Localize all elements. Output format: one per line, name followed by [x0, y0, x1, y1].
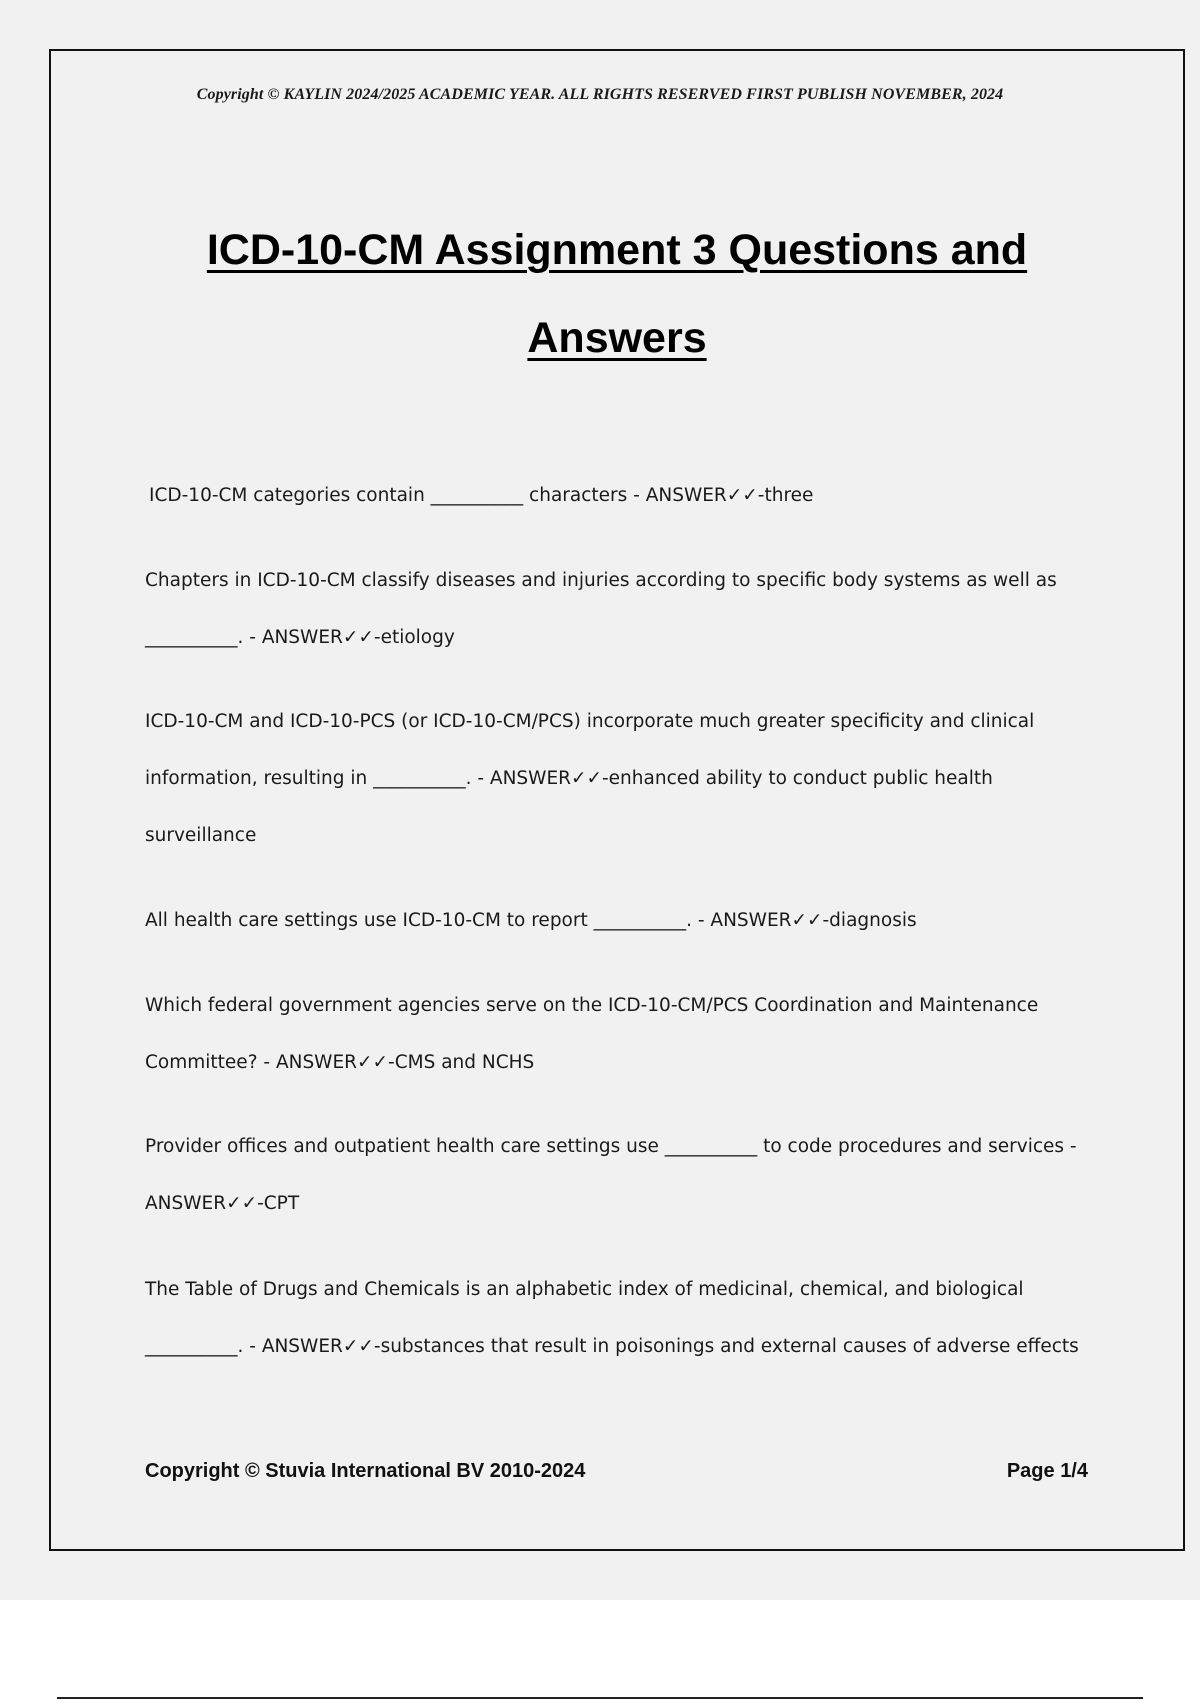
qa-item-2: Chapters in ICD-10-CM classify diseases and injuries according to specific body systems as well as __________. - ANSWER✓✓-etiology — [145, 570, 1057, 648]
page-title — [50, 206, 1184, 382]
title-line-2: Answers — [527, 314, 707, 362]
qa-item-7: The Table of Drugs and Chemicals is an alphabetic index of medicinal, chemical, and biological __________. - ANSWER✓✓-substances that result in poisonings and external causes of adverse effects — [145, 1279, 1079, 1357]
qa-item-4: All health care settings use ICD-10-CM to report __________. - ANSWER✓✓-diagnosis — [145, 910, 917, 931]
header-copyright: Copyright © KAYLIN 2024/2025 ACADEMIC YEAR. ALL RIGHTS RESERVED FIRST PUBLISH NOVEMBER, 2024 — [196, 86, 1004, 103]
qa-item-5: Which federal government agencies serve on the ICD-10-CM/PCS Coordination and Maintenance Committee? - ANSWER✓✓-CMS and NCHS — [145, 995, 1039, 1073]
title-line-1: ICD-10-CM Assignment 3 Questions and — [206, 226, 1028, 274]
footer-copyright: Copyright © Stuvia International BV 2010-2024 — [145, 1460, 586, 1482]
page-number: Page 1/4 — [1006, 1460, 1088, 1482]
qa-item-6: Provider offices and outpatient health care settings use __________ to code procedures and services - ANSWER✓✓-CPT — [145, 1136, 1077, 1214]
next-page-rule — [57, 1697, 1143, 1699]
qa-item-1: ICD-10-CM categories contain __________ characters - ANSWER✓✓-three — [149, 485, 814, 506]
qa-item-3: ICD-10-CM and ICD-10-PCS (or ICD-10-CM/PCS) incorporate much greater specificity and clinical information, resulting in __________. - ANSWER✓✓-enhanced ability to conduct public health surveillance — [145, 711, 1035, 846]
